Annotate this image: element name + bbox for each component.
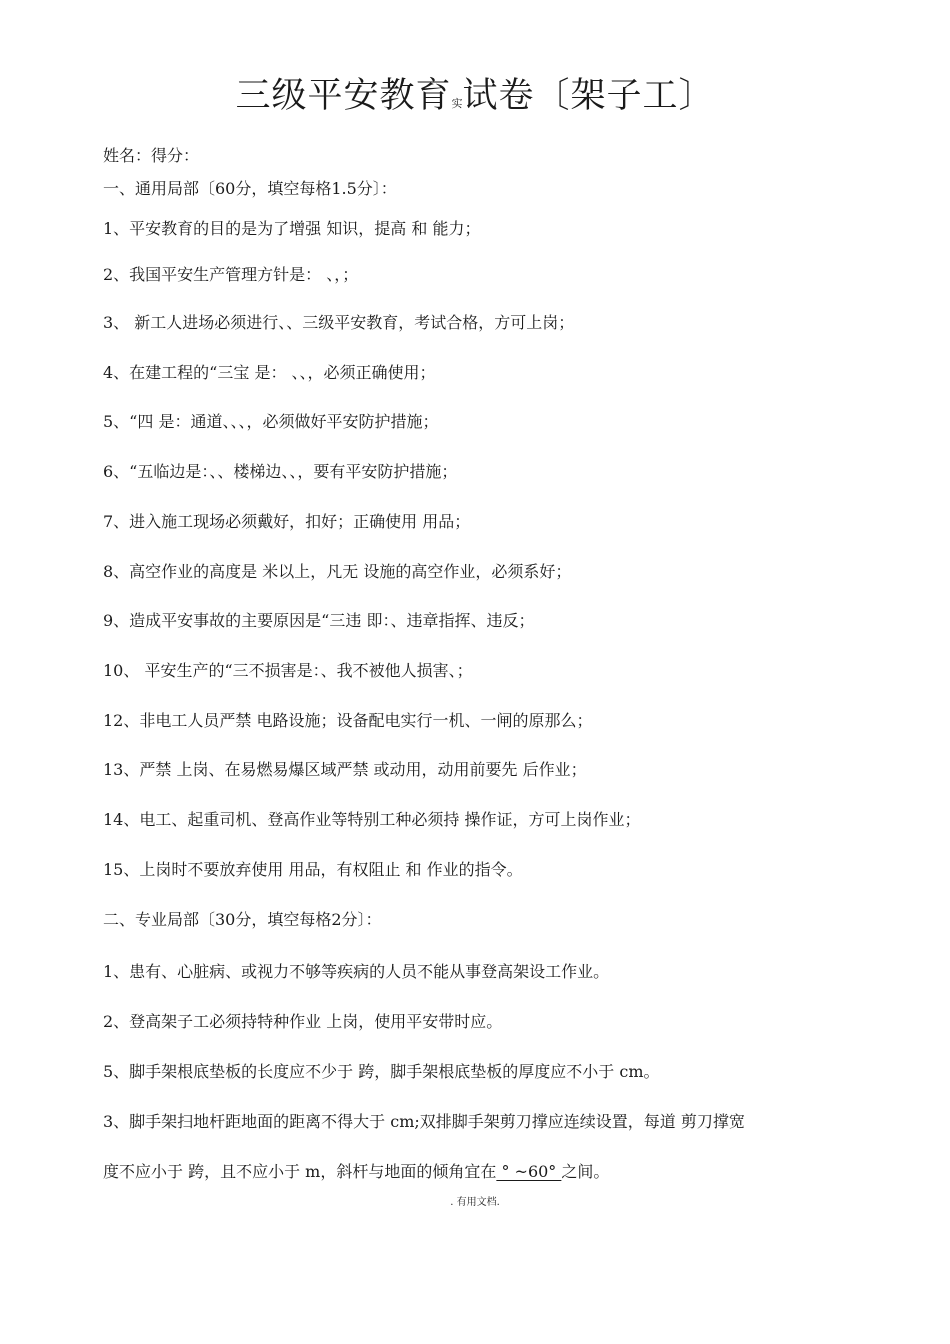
angle-blank: ° ~60° [496, 1162, 562, 1181]
section1-question: 10、 平安生产的“三不损害是：、我不被他人损害、； [103, 661, 473, 680]
section1-question: 13、严禁 上岗、在易燃易爆区域严禁 或动用，动用前要先 后作业； [103, 760, 587, 779]
section2-question: 3、脚手架扫地杆距地面的距离不得大于 cm;双排脚手架剪刀撑应连续设置，每道 剪刀撑宽 [103, 1112, 745, 1131]
continued-text-end: 之间。 [561, 1162, 610, 1181]
section1-question: 6、“五临边是：、、楼梯边、、，要有平安防护措施； [103, 462, 458, 481]
section2-question: 2、登高架子工必须持特种作业 上岗，使用平安带时应。 [103, 1012, 503, 1031]
name-score-line: 姓名：得分： [103, 146, 200, 165]
section1-question: 8、高空作业的高度是 米以上，凡无 设施的高空作业，必须系好； [103, 562, 572, 581]
page-title [0, 74, 950, 126]
section1-question: 2、我国平安生产管理方针是： 、，； [103, 265, 359, 284]
section2-question-continued [103, 1161, 609, 1183]
section2-question: 1、患有、心脏病、或视力不够等疾病的人员不能从事登高架设工作业。 [103, 962, 610, 981]
title-small-char: 实 [451, 97, 463, 110]
section1-question: 1、平安教育的目的是为了增强 知识，提高 和 能力； [103, 219, 481, 238]
section1-question: 15、上岗时不要放弃使用 用品，有权阻止 和 作业的指令。 [103, 860, 523, 879]
section1-question: 9、造成平安事故的主要原因是“三违 即：、违章指挥、违反； [103, 611, 535, 630]
section1-question: 3、 新工人进场必须进行、、三级平安教育，考试合格，方可上岗； [103, 313, 575, 332]
continued-text: 度不应小于 跨，且不应小于 m，斜杆与地面的倾角宜在 [103, 1162, 497, 1181]
section1-question: 7、进入施工现场必须戴好，扣好；正确使用 用品； [103, 512, 471, 531]
section2-heading: 二、专业局部〔30分，填空每格2分〕： [103, 910, 382, 929]
page-footer: . 有用文档. [450, 1197, 500, 1208]
section1-question: 5、“四 是：通道、、、，必须做好平安防护措施； [103, 412, 439, 431]
title-rest: 试卷〔架子工〕 [462, 76, 715, 116]
section1-question: 4、在建工程的“三宝 是： 、、，必须正确使用； [103, 363, 436, 382]
section2-question: 5、脚手架根底垫板的长度应不少于 跨，脚手架根底垫板的厚度应不小于 cm。 [103, 1062, 660, 1081]
title-main: 三级平安教育 [235, 76, 452, 116]
section1-question: 14、电工、起重司机、登高作业等特别工种必须持 操作证，方可上岗作业； [103, 810, 641, 829]
section1-heading: 一、通用局部〔60分，填空每格1.5分〕： [103, 179, 397, 198]
section1-question: 12、非电工人员严禁 电路设施；设备配电实行一机、一闸的原那么； [103, 711, 593, 730]
